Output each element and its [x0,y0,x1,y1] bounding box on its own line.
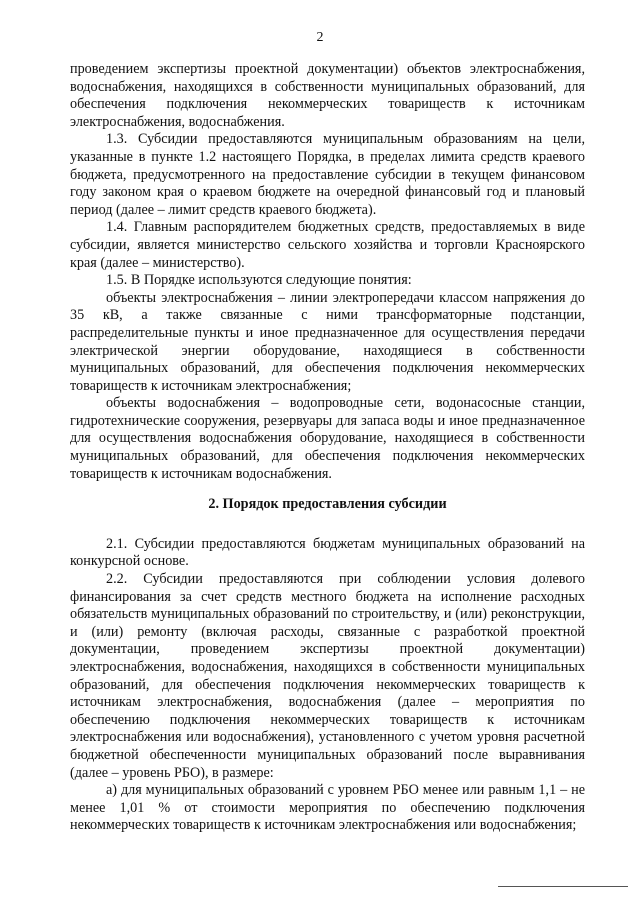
definition-water-objects: объекты водоснабжения – водопроводные сети, водонасосные станции, гидротехнические сооружения, резервуары для запаса воды и иное предназначенное для осуществления водоснабжения оборудование, находящиеся в собственности муниципальных образований, для обеспечения подключения некоммерческих товариществ к источникам водоснабжения. [70,395,585,482]
paragraphs-after-heading [70,536,585,835]
paragraphs-before-heading [70,61,585,483]
paragraph-continuation: проведением экспертизы проектной документации) объектов электроснабжения, водоснабжения, находящихся в собственности муниципальных образований, для обеспечения подключения некоммерческих товариществ к источникам электроснабжения, водоснабжения. [70,61,585,130]
paragraph-2-2-a: а) для муниципальных образований с уровнем РБО менее или равным 1,1 – не менее 1,01 % от стоимости мероприятия по обеспечению подключения некоммерческих товариществ к источникам электроснабжения или водоснабжения; [70,782,585,834]
paragraph-2-1: 2.1. Субсидии предоставляются бюджетам муниципальных образований на конкурсной основе. [70,535,585,570]
paragraph-1-3: 1.3. Субсидии предоставляются муниципальным образованиям на цели, указанные в пункте 1.2 настоящего Порядка, в пределах лимита средств краевого бюджета, предусмотренного на предоставление субсидии в текущем финансовом году законом края о краевом бюджете на очередной финансовый год и плановый период (далее – лимит средств краевого бюджета). [70,131,585,218]
paragraph-1-4: 1.4. Главным распорядителем бюджетных средств, предоставляемых в виде субсидии, является министерство сельского хозяйства и торговли Красноярского края (далее – министерство). [70,219,585,271]
section-heading: 2. Порядок предоставления субсидии [208,496,447,513]
document-body [70,61,585,835]
bottom-rule-divider [498,886,628,887]
page-number: 2 [316,30,324,45]
paragraph-1-5: 1.5. В Порядке используются следующие понятия: [106,272,412,289]
paragraph-2-2: 2.2. Субсидии предоставляются при соблюдении условия долевого финансирования за счет средств местного бюджета на исполнение расходных обязательств муниципальных образований по строительству, и (или) реконструкции, и (или) ремонту (включая расходы, связанные с разработкой проектной документации, проведением экспертизы проектной документации) электроснабжения, водоснабжения, находящихся в собственности муниципальных образований, для обеспечения подключения некоммерческих товариществ к источникам электроснабжения, водоснабжения (далее – мероприятия по обеспечению подключения некоммерческих товариществ к источникам электроснабжения или водоснабжения), установленного с учетом уровня расчетной бюджетной обеспеченности муниципальных образований после выравнивания (далее – уровень РБО), в размере: [70,571,585,781]
definition-electricity-objects: объекты электроснабжения – линии электропередачи классом напряжения до 35 кВ, а также связанные с ними трансформаторные подстанции, распределительные пункты и иное предназначенное для осуществления передачи электрической энергии оборудование, находящиеся в собственности муниципальных образований, для обеспечения подключения некоммерческих товариществ к источникам электроснабжения; [70,289,585,394]
